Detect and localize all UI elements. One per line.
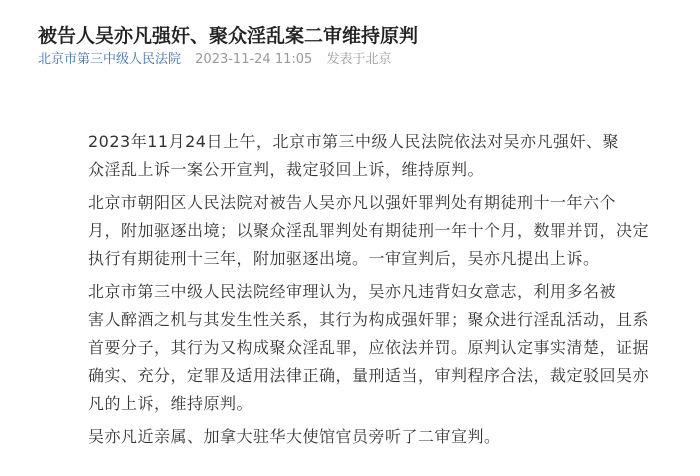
article-body	[88, 128, 688, 456]
paragraph-3: 北京市第三中级人民法院经审理认为，吴亦凡违背妇女意志，利用多名被 害人醉酒之机与其发生性关系，其行为构成强奸罪；聚众进行淫乱活动，且系 首要分子，其行为又构成聚众淫乱罪，应依法并罚。原判认定事实清楚，证据 确实、充分，定罪及适用法律正确，量刑适当，审判程序合法，裁定驳回吴亦 凡的上诉，维持原判。	[88, 282, 650, 413]
paragraph-1: 2023年11月24日上午，北京市第三中级人民法院依法对吴亦凡强奸、聚 众淫乱上诉一案公开宣判，裁定驳回上诉，维持原判。	[88, 132, 619, 179]
publish-date: 2023-11-24 11:05	[195, 52, 313, 67]
article-meta	[38, 51, 391, 69]
source-link[interactable]: 北京市第三中级人民法院	[38, 52, 182, 67]
publish-location: 发表于北京	[326, 52, 392, 67]
paragraph-2: 北京市朝阳区人民法院对被告人吴亦凡以强奸罪判处有期徒刑十一年六个 月，附加驱逐出境；以聚众淫乱罪判处有期徒刑一年十个月，数罪并罚，决定 执行有期徒刑十三年，附加驱逐出境。一审宣判后，吴亦凡提出上诉。	[88, 193, 650, 268]
paragraph-4: 吴亦凡近亲属、加拿大驻华大使馆官员旁听了二审宣判。	[88, 427, 501, 446]
article-title: 被告人吴亦凡强奸、聚众淫乱案二审维持原判	[38, 24, 419, 47]
